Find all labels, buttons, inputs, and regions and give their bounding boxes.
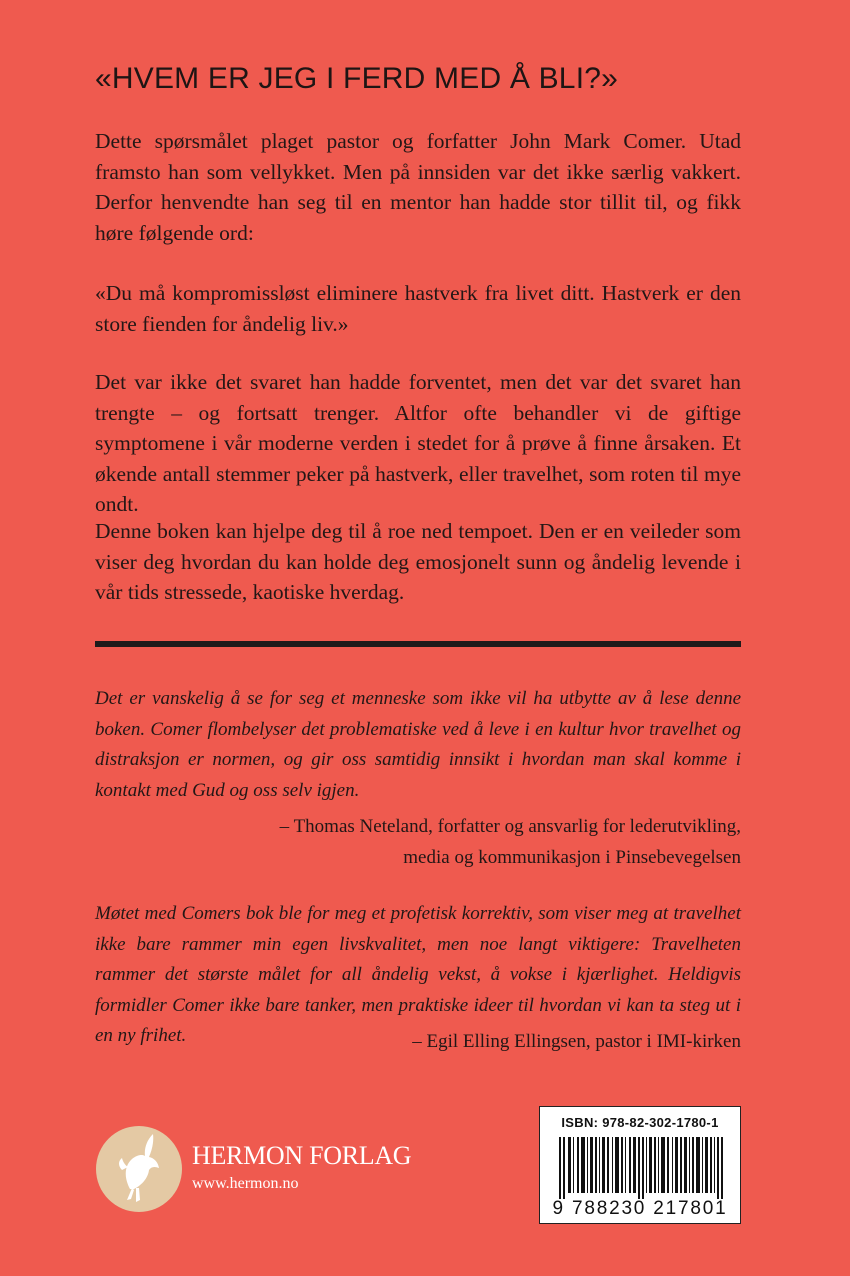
- endorsement-quote-1: Det er vanskelig å se for seg et menneske som ikke vil ha utbytte av å lese denne boken. Comer flombelyser det problematiske ved å leve i en kultur hvor travelhet og distraksjon er normen, og gir oss samtidig innsikt i hvordan man skal komme i kontakt med Gud og oss selv igjen.: [95, 688, 741, 801]
- endorsement-attribution-2: – Egil Elling Ellingsen, pastor i IMI-kirken: [412, 1031, 741, 1052]
- intro-paragraph: Dette spørsmålet plaget pastor og forfatter John Mark Comer. Utad framsto han som vellykket. Men på innsiden var det ikke særlig vakkert. Derfor henvendte han seg til en mentor han hadde stor tillit til, og fikk høre følgende ord:: [95, 129, 741, 245]
- mentor-quote-paragraph: «Du må kompromissløst eliminere hastverk fra livet ditt. Hastverk er den store fienden for åndelig liv.»: [95, 281, 741, 336]
- endorsement-quote-2: Møtet med Comers bok ble for meg et profetisk korrektiv, som viser meg at travelhet ikke bare rammer min egen livskvalitet, men noe langt viktigere: Travelheten rammer det største målet for all åndelig vekst, å vokse i kjærlighet. Heldigvis formidler Comer ikke bare tanker, men praktiske ideer til hvordan vi kan ta steg ut i en ny frihet.: [95, 903, 741, 1046]
- back-cover-heading: «HVEM ER JEG I FERD MED Å BLI?»: [95, 62, 618, 95]
- endorsement-attribution-1a: – Thomas Neteland, forfatter og ansvarlig for lederutvikling,: [279, 816, 741, 837]
- section-divider: [95, 641, 741, 647]
- publisher-website[interactable]: www.hermon.no: [192, 1175, 299, 1192]
- dove-icon: [96, 1126, 182, 1212]
- isbn-label: ISBN: 978-82-302-1780-1: [561, 1115, 719, 1130]
- book-purpose-paragraph: Denne boken kan hjelpe deg til å roe ned tempoet. Den er en veileder som viser deg hvordan du kan holde deg emosjonelt sunn og åndelig levende i vår tids stressede, kaotiske hverdag.: [95, 519, 741, 604]
- isbn-digits: 9 788230 217801: [552, 1198, 728, 1219]
- publisher-name: HERMON FORLAG: [192, 1141, 412, 1170]
- barcode-icon: [546, 1137, 734, 1199]
- hurry-paragraph: Det var ikke det svaret han hadde forventet, men det var det svaret han trengte – og fortsatt trenger. Altfor ofte behandler vi de giftige symptomene i vår moderne verden i stedet for å prøve å finne årsaken. Et økende antall stemmer peker på hastverk, eller travelhet, som roten til mye ondt.: [95, 370, 741, 516]
- isbn-barcode-box: [539, 1106, 741, 1224]
- endorsement-attribution-1b: media og kommunikasjon i Pinsebevegelsen: [403, 847, 741, 868]
